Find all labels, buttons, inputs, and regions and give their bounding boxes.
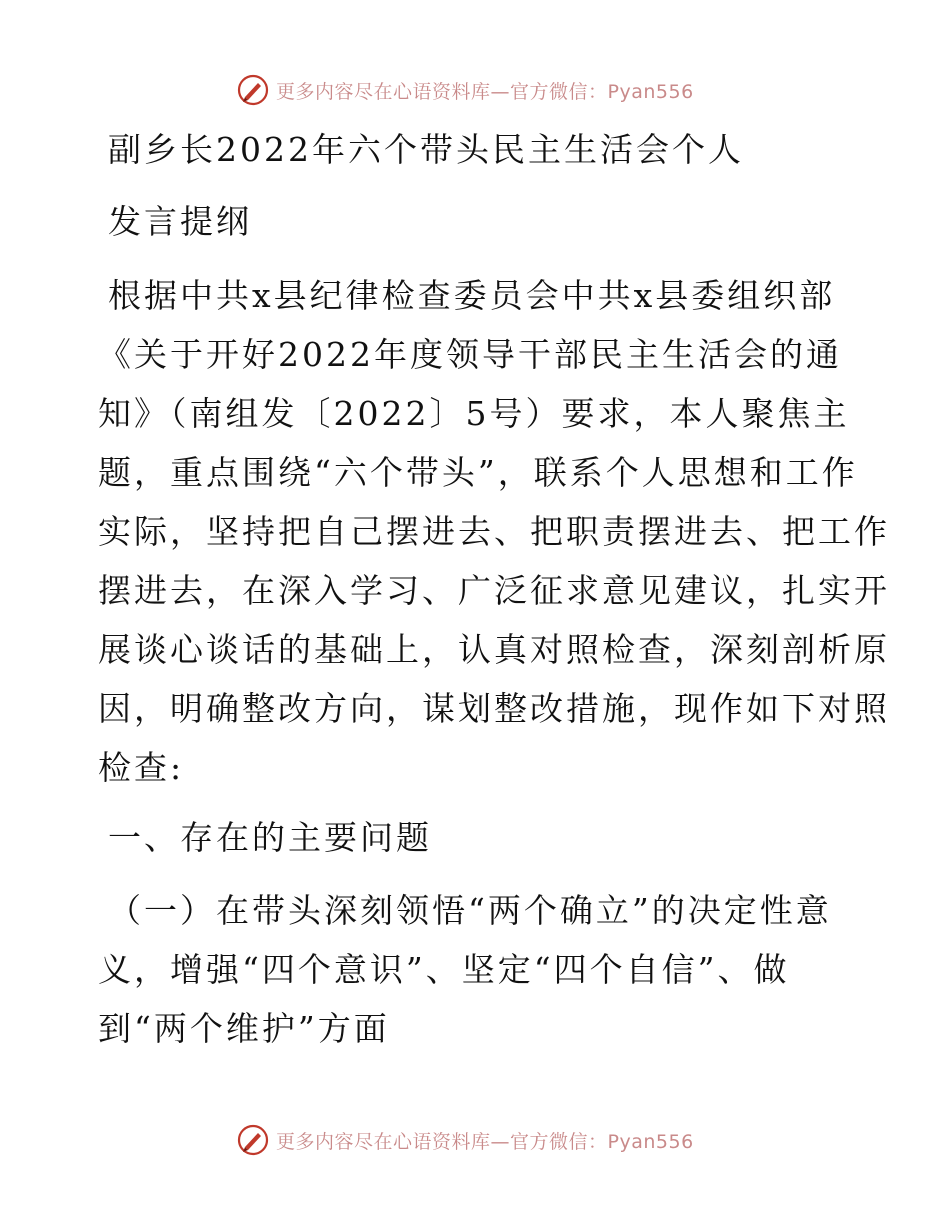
paragraph-line: 展谈心谈话的基础上，认真对照检查，深刻剖析原	[98, 630, 890, 669]
subsection-line: （一）在带头深刻领悟“两个确立”的决定性意	[108, 891, 832, 930]
paragraph-line: 题，重点围绕“六个带头”，联系个人思想和工作	[98, 453, 858, 492]
document-title-line-1: 副乡长2022年六个带头民主生活会个人	[108, 130, 744, 169]
watermark-text: 更多内容尽在心语资料库—官方微信：Pyan556	[276, 1130, 694, 1153]
pen-logo-icon	[236, 1123, 270, 1157]
paragraph-line: 实际，坚持把自己摆进去、把职责摆进去、把工作	[98, 512, 890, 551]
footer-watermark	[236, 1122, 694, 1158]
header-watermark	[236, 72, 694, 108]
subsection-line: 义，增强“四个意识”、坚定“四个自信”、做	[98, 950, 790, 989]
section-heading: 一、存在的主要问题	[108, 818, 432, 857]
paragraph-line: 根据中共x县纪律检查委员会中共x县委组织部	[108, 276, 836, 315]
paragraph-line: 《关于开好2022年度领导干部民主生活会的通	[98, 335, 842, 374]
paragraph-line: 检查:	[98, 748, 185, 787]
subsection-line: 到“两个维护”方面	[98, 1009, 390, 1048]
paragraph-line: 知》（南组发〔2022〕5号）要求，本人聚焦主	[98, 394, 850, 433]
paragraph-line: 因，明确整改方向，谋划整改措施，现作如下对照	[98, 689, 890, 728]
pen-logo-icon	[236, 73, 270, 107]
paragraph-line: 摆进去，在深入学习、广泛征求意见建议，扎实开	[98, 571, 890, 610]
watermark-text: 更多内容尽在心语资料库—官方微信：Pyan556	[276, 80, 694, 103]
document-title-line-2: 发言提纲	[108, 202, 252, 241]
